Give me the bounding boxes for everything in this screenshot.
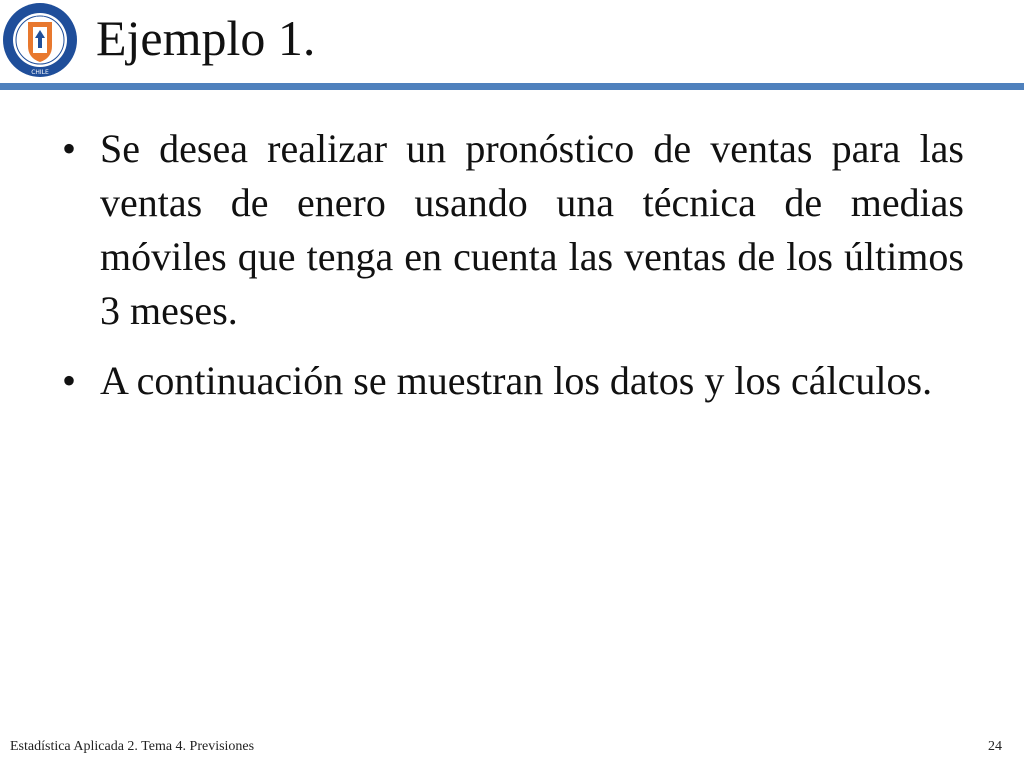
list-item <box>62 122 964 338</box>
university-seal-icon <box>0 0 80 80</box>
svg-text:CHILE: CHILE <box>31 69 49 76</box>
footer-course-title: Estadística Aplicada 2. Tema 4. Previsiones <box>10 739 255 754</box>
bullet-text: A continuación se muestran los datos y los cálculos. <box>100 358 933 403</box>
bullet-list <box>62 122 964 424</box>
bullet-icon: • <box>62 358 77 403</box>
university-logo <box>0 0 80 80</box>
slide-number: 24 <box>988 739 1002 754</box>
svg-text:UN: UN <box>35 16 45 23</box>
title-divider <box>0 83 1024 90</box>
list-item <box>62 354 964 408</box>
bullet-text: Se desea realizar un pronóstico de ventas para las ventas de enero usando una técnica de medias móviles que tenga en cuenta las ventas de los últimos 3 meses. <box>100 126 964 333</box>
bullet-icon: • <box>62 126 77 171</box>
slide-title: Ejemplo 1. <box>96 10 316 66</box>
